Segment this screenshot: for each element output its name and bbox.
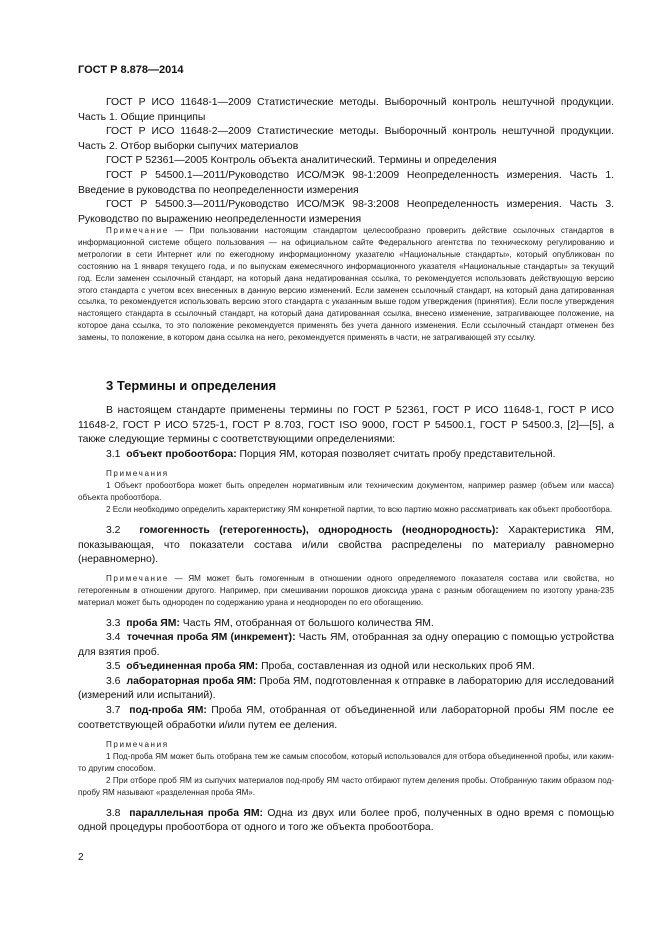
term-definition: Проба ЯМ, отобранная от объединенной или лабораторной пробы ЯМ после ее соответствующей обработки и/или путем ее деления. (78, 705, 615, 731)
reference-item: ГОСТ Р ИСО 11648-2—2009 Статистические методы. Выборочный контроль нештучной продукции. Часть 2. Отбор выборки сыпучих материалов (78, 126, 614, 152)
document-header: ГОСТ Р 8.878—2014 (78, 64, 184, 76)
term-3-4: 3.4 точечная проба ЯМ (инкремент): Часть ЯМ, отобранная за одну операцию с помощью устройства для взятия проб. (78, 632, 614, 658)
term-definition: Часть ЯМ, отобранная за одну операцию с помощью устройства для взятия проб. (78, 632, 614, 658)
note-text: — При пользовании настоящим стандартом целесообразно проверить действие ссылочных стандартов в информационной системе общего пользования — на официальном сайте Федерального агентства по техническому регулированию и метрологии в сети Интернет или по ежегодному информационному указателю «Национальные стандарты», который опубликован по состоянию на 1 января текущего года, и по выпускам ежемесячного информационного указателя «Национальные стандарты» за текущий год. Если заменен ссылочный стандарт, на который дана недатированная ссылка, то рекомендуется использовать действующую версию этого стандарта с учетом всех внесенных в данную версию изменений. Если заменен ссылочный стандарт, на который дана датированная ссылка, то рекомендуется использовать версию этого стандарта с указанным выше годом утверждения (принятия). Если после утверждения настоящего стандарта в ссылочный стандарт, на который дана датированная ссылка, внесено изменение, затрагивающее положение, на которое дана ссылка, то это положение рекомендуется применять без учета данного изменения. Если ссылочный стандарт отменен без замены, то положение, в котором дана ссылка на него, рекомендуется применять в части, не затрагивающей эту ссылку. (78, 226, 614, 343)
reference-item: ГОСТ Р 54500.3—2011/Руководство ИСО/МЭК 98-3:2008 Неопределенность измерения. Часть 3. Руководство по выражению неопределенности измерения (78, 199, 614, 225)
note-label: Примечание (106, 573, 169, 583)
note-item: 2 Если необходимо определить характеристику ЯМ конкретной партии, то всю партию можно рассматривать как объект пробоотбора. (106, 505, 613, 515)
term-definition: Порция ЯМ, которая позволяет считать пробу представительной. (239, 448, 556, 460)
term-name: объект пробоотбора: (126, 448, 237, 460)
note-item: 2 При отборе проб ЯМ из сыпучих материалов под-пробу ЯМ часто отбирают путем деления пробы. Отобранную таким образом под-пробу ЯМ называют «разделенная проба ЯМ». (78, 775, 614, 797)
term-name: под-проба ЯМ: (129, 705, 207, 717)
term-name: параллельная проба ЯМ: (129, 807, 263, 819)
term-3-7: 3.7 под-проба ЯМ: Проба ЯМ, отобранная от объединенной или лабораторной пробы ЯМ после ее соответствующей обработки и/или путем ее деления. (78, 705, 615, 731)
term-3-3: 3.3 проба ЯМ: Часть ЯМ, отобранная от большого количества ЯМ. (106, 617, 434, 629)
section-3-body (78, 404, 614, 836)
term-name: гомогенность (гетерогенность), однородность (неоднородность): (139, 525, 499, 536)
note-item: 1 Объект пробоотбора может быть определен нормативным или техническим документом, например размер (объем или масса) объекта пробоотбора. (78, 481, 614, 503)
references-note (78, 225, 614, 344)
term-definition: Одна из двух или более проб, полученных в одно время с помощью одной процедуры пробоотбора от одного и того же объекта пробоотбора. (78, 807, 615, 834)
section-intro: В настоящем стандарте применены термины по ГОСТ Р 52361, ГОСТ Р ИСО 11648-1, ГОСТ Р ИСО 11648-2, ГОСТ Р ИСО 5725-1, ГОСТ Р 8.703, ГОСТ ISO 9000, ГОСТ Р 54500.1, ГОСТ Р 54500.3, [2]—[5], а также следующие термины с соответствующими определениями: (78, 405, 614, 446)
term-3-2: 3.2 гомогенность (гетерогенность), однородность (неоднородность): Характеристика ЯМ, показывающая, что показатели состава и/или свойства распределены по материалу равномерно (неравномерно). (78, 525, 614, 566)
term-3-8: 3.8 параллельная проба ЯМ: Одна из двух или более проб, полученных в одно время с помощью одной процедуры пробоотбора от одного и того же объекта пробоотбора. (78, 807, 615, 834)
notes-label: Примечания (106, 469, 169, 479)
term-name: лабораторная проба ЯМ: (126, 675, 257, 687)
term-definition: Проба ЯМ, подготовленная к отправке в лабораторию для исследований (измерений или испытаний). (78, 675, 615, 702)
reference-item: ГОСТ Р 52361—2005 Контроль объекта аналитический. Термины и определения (106, 155, 497, 167)
normative-references (78, 96, 614, 227)
section-title: 3 Термины и определения (106, 378, 277, 393)
term-definition: Часть ЯМ, отобранная от большого количества ЯМ. (182, 617, 434, 629)
term-name: проба ЯМ: (126, 617, 180, 629)
term-3-6: 3.6 лабораторная проба ЯМ: Проба ЯМ, подготовленная к отправке в лабораторию для исследований (измерений или испытаний). (78, 675, 615, 702)
note-item: 1 Под-проба ЯМ может быть отобрана тем же самым способом, который использовался для отбора объединенной пробы, или каким-то другим способом. (78, 752, 614, 774)
note-label: Примечание (106, 226, 169, 235)
page-number: 2 (78, 852, 84, 863)
note-3-2 (78, 573, 614, 609)
reference-item: ГОСТ Р ИСО 11648-1—2009 Статистические методы. Выборочный контроль нештучной продукции. Часть 1. Общие принципы (78, 97, 614, 123)
section-3 (78, 378, 614, 394)
note-text: — ЯМ может быть гомогенным в отношении одного определяемого показателя состава или свойства, но гетерогенным в отношении другого. Например, при смешивании порошков диоксида урана с разным обогащением по изотопу урана-235 материал может быть однороден по содержанию урана и неоднороден по его обогащению. (78, 573, 615, 607)
notes-label: Примечания (106, 740, 169, 750)
term-definition: Проба, составленная из одной или нескольких проб ЯМ. (261, 661, 535, 673)
term-name: точечная проба ЯМ (инкремент): (126, 632, 296, 644)
term-definition: Характеристика ЯМ, показывающая, что показатели состава и/или свойства распределены по материалу равномерно (неравномерно). (78, 525, 614, 566)
term-3-1: 3.1 объект пробоотбора: Порция ЯМ, которая позволяет считать пробу представительной. (106, 448, 556, 460)
term-3-5: 3.5 объединенная проба ЯМ: Проба, составленная из одной или нескольких проб ЯМ. (106, 661, 535, 673)
reference-item: ГОСТ Р 54500.1—2011/Руководство ИСО/МЭК 98-1:2009 Неопределенность измерения. Часть 1. Введение в руководства по неопределенности измерения (78, 169, 614, 196)
term-name: объединенная проба ЯМ: (126, 661, 259, 673)
